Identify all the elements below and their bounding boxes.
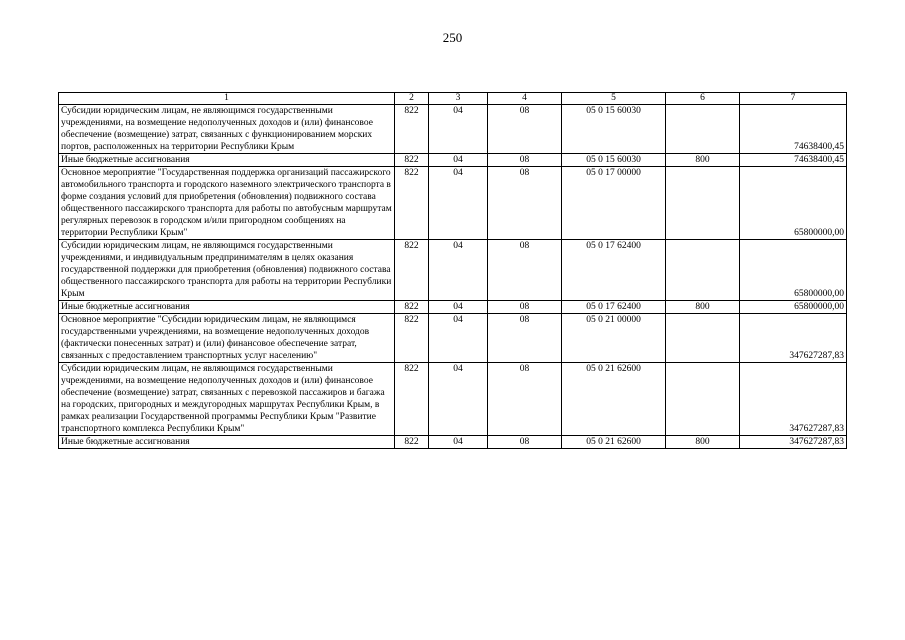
budget-table — [58, 92, 847, 449]
row-amount: 347627287,83 — [740, 363, 847, 436]
header-cell: 2 — [395, 93, 429, 105]
header-cell: 1 — [59, 93, 395, 105]
row-amount: 65800000,00 — [740, 240, 847, 301]
row-amount: 65800000,00 — [740, 167, 847, 240]
row-name: Субсидии юридическим лицам, не являющимся государственными учреждениями, на возмещение недополученных доходов и (или) финансовое обеспечение (возмещение) затрат, связанных с перевозкой пассажиров и багажа на городских, пригородных и междугородных маршрутах Республики Крым, в рамках реализации Государственной программы Республики Крым "Развитие транспортного комплекса Республики Крым" — [59, 363, 395, 436]
row-target-article: 05 0 17 62400 — [562, 240, 666, 301]
row-ministry-code: 822 — [395, 301, 429, 314]
row-name: Основное мероприятие "Субсидии юридическим лицам, не являющимся государственными учреждениями, на возмещение недополученных доходов (фактически понесенных затрат) и (или) финансовое обеспечение затрат, связанных с предоставлением транспортных услуг населению" — [59, 314, 395, 363]
row-amount: 347627287,83 — [740, 314, 847, 363]
row-subsection: 08 — [488, 436, 562, 449]
row-expense-type — [666, 240, 740, 301]
row-section: 04 — [429, 363, 488, 436]
row-subsection: 08 — [488, 363, 562, 436]
row-expense-type — [666, 363, 740, 436]
row-expense-type — [666, 167, 740, 240]
row-ministry-code: 822 — [395, 363, 429, 436]
table-row — [59, 167, 847, 240]
table-row — [59, 240, 847, 301]
row-subsection: 08 — [488, 301, 562, 314]
header-cell: 7 — [740, 93, 847, 105]
row-section: 04 — [429, 105, 488, 154]
row-expense-type — [666, 105, 740, 154]
table-row — [59, 301, 847, 314]
row-amount: 74638400,45 — [740, 154, 847, 167]
row-name: Иные бюджетные ассигнования — [59, 301, 395, 314]
header-cell: 4 — [488, 93, 562, 105]
row-section: 04 — [429, 314, 488, 363]
row-expense-type: 800 — [666, 436, 740, 449]
row-subsection: 08 — [488, 167, 562, 240]
row-target-article: 05 0 21 00000 — [562, 314, 666, 363]
row-target-article: 05 0 21 62600 — [562, 436, 666, 449]
table-row — [59, 154, 847, 167]
row-ministry-code: 822 — [395, 436, 429, 449]
row-name: Субсидии юридическим лицам, не являющимся государственными учреждениями, и индивидуальным предпринимателям в целях оказания государственной поддержки для приобретения (обновления) подвижного состава общественного пассажирского транспорта для работы на территории Республики Крым — [59, 240, 395, 301]
header-cell: 5 — [562, 93, 666, 105]
row-expense-type: 800 — [666, 301, 740, 314]
row-target-article: 05 0 15 60030 — [562, 154, 666, 167]
row-subsection: 08 — [488, 314, 562, 363]
row-expense-type — [666, 314, 740, 363]
row-subsection: 08 — [488, 240, 562, 301]
row-target-article: 05 0 21 62600 — [562, 363, 666, 436]
row-section: 04 — [429, 436, 488, 449]
table-row — [59, 436, 847, 449]
row-name: Иные бюджетные ассигнования — [59, 154, 395, 167]
row-ministry-code: 822 — [395, 154, 429, 167]
row-section: 04 — [429, 301, 488, 314]
row-section: 04 — [429, 240, 488, 301]
row-target-article: 05 0 15 60030 — [562, 105, 666, 154]
row-section: 04 — [429, 154, 488, 167]
row-ministry-code: 822 — [395, 105, 429, 154]
header-cell: 6 — [666, 93, 740, 105]
row-name: Основное мероприятие "Государственная поддержка организаций пассажирского автомобильного транспорта и городского наземного электрического транспорта в форме создания условий для приобретения (обновления) подвижного состава общественного пассажирского транспорта для работы по автобусным маршрутам регулярных перевозок в городском и/или пригородном сообщениях на территории Республики Крым" — [59, 167, 395, 240]
row-subsection: 08 — [488, 105, 562, 154]
row-ministry-code: 822 — [395, 167, 429, 240]
row-target-article: 05 0 17 00000 — [562, 167, 666, 240]
row-target-article: 05 0 17 62400 — [562, 301, 666, 314]
page-number: 250 — [442, 30, 463, 45]
table-row — [59, 105, 847, 154]
header-cell: 3 — [429, 93, 488, 105]
row-ministry-code: 822 — [395, 240, 429, 301]
row-expense-type: 800 — [666, 154, 740, 167]
row-ministry-code: 822 — [395, 314, 429, 363]
row-subsection: 08 — [488, 154, 562, 167]
row-amount: 347627287,83 — [740, 436, 847, 449]
table-row — [59, 314, 847, 363]
table-header-row — [59, 93, 847, 105]
row-section: 04 — [429, 167, 488, 240]
row-name: Иные бюджетные ассигнования — [59, 436, 395, 449]
row-amount: 65800000,00 — [740, 301, 847, 314]
row-name: Субсидии юридическим лицам, не являющимся государственными учреждениями, на возмещение недополученных доходов и (или) финансовое обеспечение (возмещение) затрат, связанных с функционированием морских портов, расположенных на территории Республики Крым — [59, 105, 395, 154]
table-row — [59, 363, 847, 436]
row-amount: 74638400,45 — [740, 105, 847, 154]
